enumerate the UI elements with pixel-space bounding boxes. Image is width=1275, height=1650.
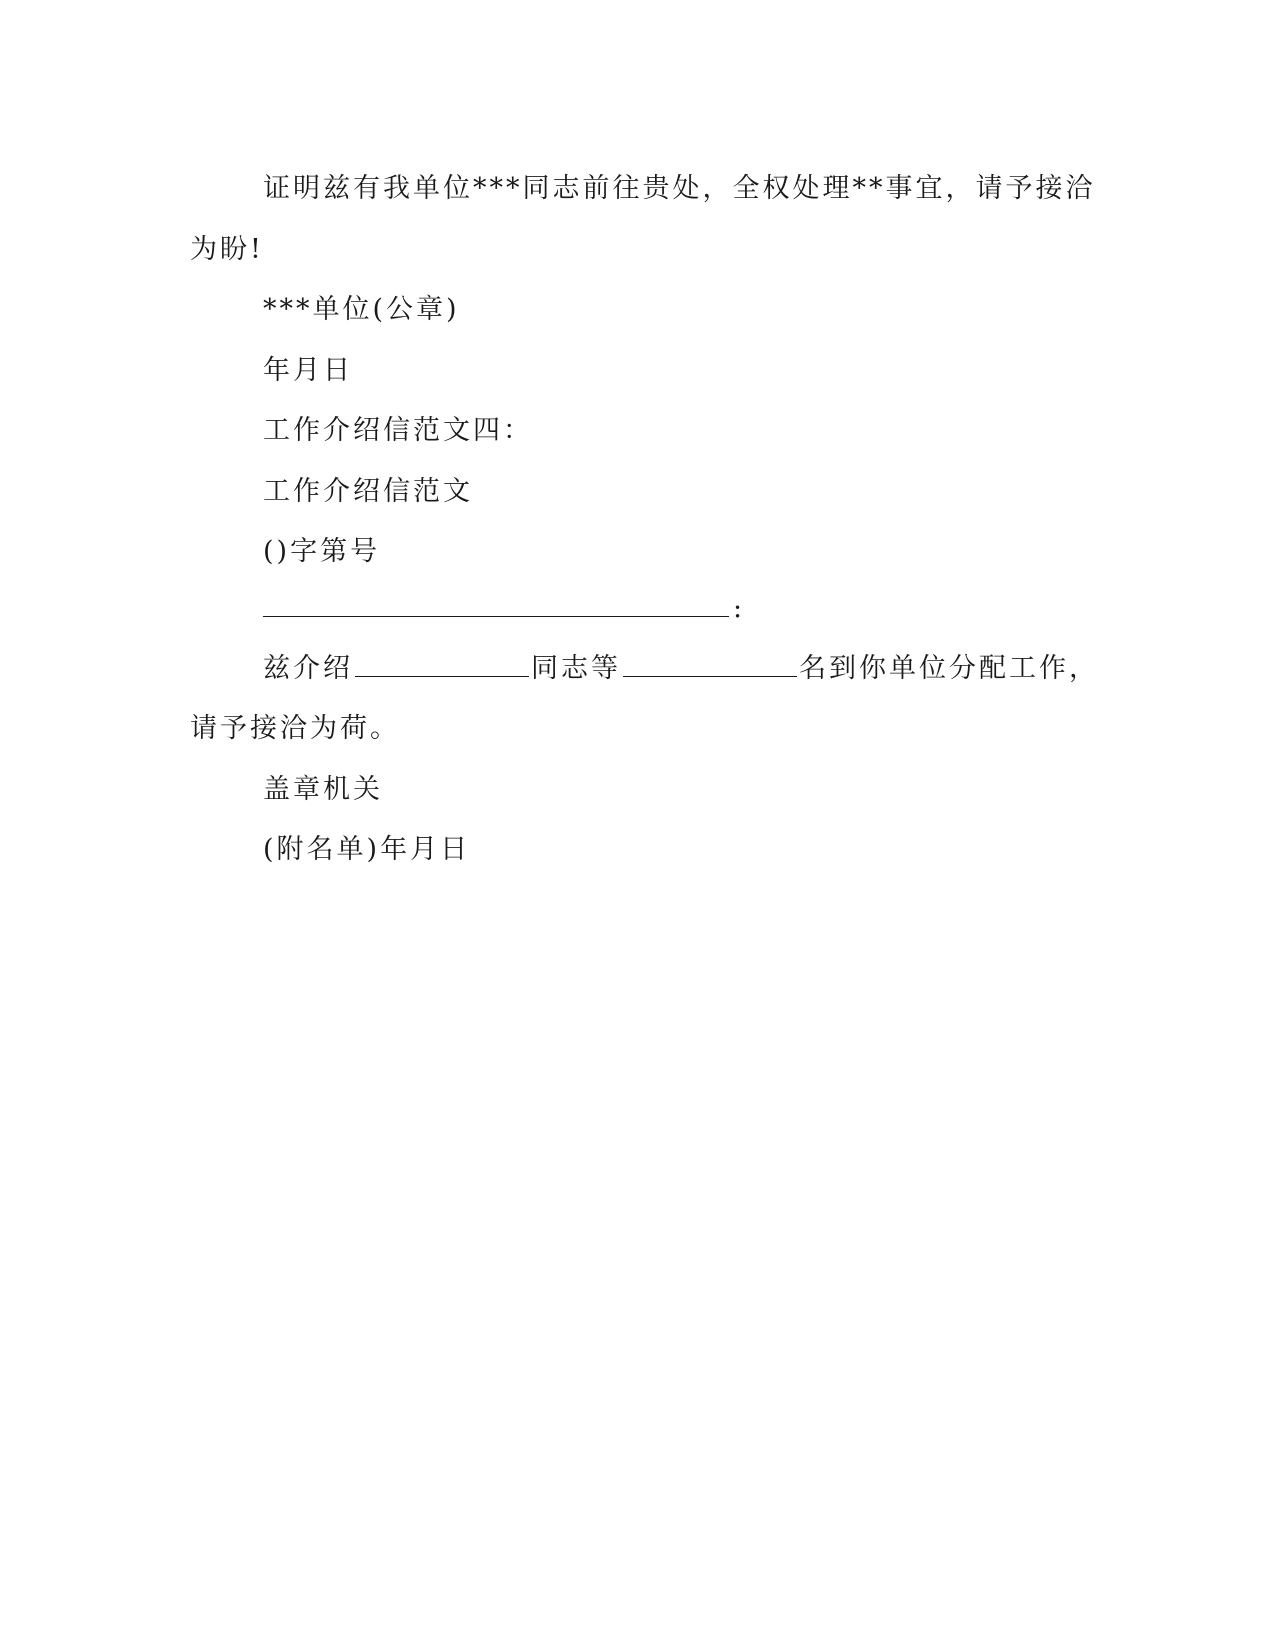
name-blank xyxy=(355,652,529,677)
sealing-authority-line: 盖章机关 xyxy=(263,774,383,805)
intro-text-2: 同志等 xyxy=(531,653,621,684)
intro-text-1: 兹介绍 xyxy=(263,653,353,684)
introduction-line-2: 请予接洽为荷。 xyxy=(190,713,400,744)
reference-number-line: ()字第号 xyxy=(263,536,381,567)
attachment-date-line: (附名单)年月日 xyxy=(263,834,471,865)
section-heading: 工作介绍信范文四： xyxy=(263,415,533,446)
recipient-colon: : xyxy=(733,593,746,624)
count-blank xyxy=(623,652,797,677)
date-line: 年月日 xyxy=(263,355,353,386)
recipient-blank xyxy=(263,592,729,617)
letter-title: 工作介绍信范文 xyxy=(263,476,473,507)
body-paragraph-line: 证明兹有我单位***同志前往贵处，全权处理**事宜，请予接洽 xyxy=(263,173,1096,204)
body-paragraph-line: 为盼! xyxy=(190,234,264,265)
introduction-line xyxy=(263,652,1099,686)
recipient-line xyxy=(263,592,745,626)
unit-seal-line: ***单位(公章) xyxy=(263,294,460,325)
intro-text-3: 名到你单位分配工作， xyxy=(799,653,1099,684)
